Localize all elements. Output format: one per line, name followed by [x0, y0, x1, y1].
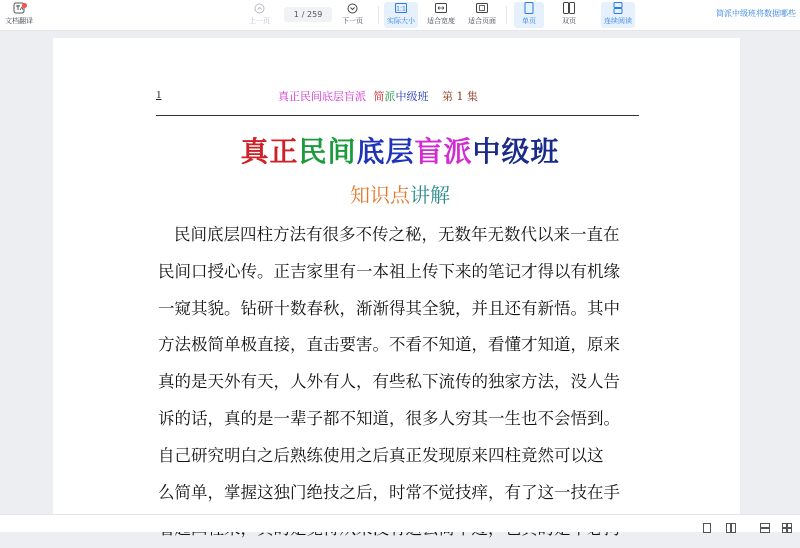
- svg-text:1:1: 1:1: [396, 5, 406, 13]
- fit-page-icon: [476, 2, 488, 14]
- double-page-label: 双页: [562, 17, 576, 25]
- page-total: / 259: [301, 10, 323, 19]
- arrow-up-icon: [254, 2, 266, 14]
- document-title-link[interactable]: 简派中级班将数据哪些: [716, 9, 796, 18]
- body-paragraph: [158, 217, 638, 548]
- continuous-reading-icon: [612, 2, 624, 14]
- translate-label: 文档翻译: [5, 17, 33, 25]
- fit-width-label: 适合宽度: [427, 17, 455, 25]
- title-part-3: 底层: [356, 135, 415, 168]
- prev-page-label: 上一页: [249, 17, 270, 25]
- actual-size-icon: [395, 2, 407, 14]
- single-page-label: 单页: [522, 17, 536, 25]
- divider: [506, 6, 507, 24]
- page-input[interactable]: [284, 7, 332, 22]
- page-title: [0, 130, 800, 170]
- header-text-1: 真正民间底层盲派: [278, 90, 366, 103]
- status-bar: [0, 514, 800, 532]
- header-text-3: 派: [384, 90, 396, 103]
- divider: [378, 6, 379, 24]
- header-episode: 第 1 集: [442, 90, 478, 103]
- text-line: 真的是天外有天，人外有人，有些私下流传的独家方法，没人告: [158, 372, 620, 392]
- single-page-icon[interactable]: [702, 518, 712, 528]
- fit-page-button[interactable]: [468, 2, 496, 26]
- header-text-4: 中级班: [395, 90, 429, 103]
- double-page-icon[interactable]: [726, 518, 736, 528]
- title-part-4: 盲派: [414, 135, 473, 168]
- title-part-2: 民间: [298, 135, 357, 168]
- prev-page-button[interactable]: [249, 2, 270, 26]
- single-page-icon: [523, 2, 535, 14]
- text-line: 方法极简单极直接，直击要害。不看不知道，看懂才知道，原来: [158, 335, 620, 355]
- running-header: [278, 88, 478, 104]
- title-part-1: 真正: [240, 135, 299, 168]
- arrow-down-icon: [347, 2, 359, 14]
- notification-dot: [22, 3, 27, 8]
- double-page-icon: [563, 2, 575, 14]
- text-line: 自己研究明白之后熟练使用之后真正发现原来四柱竟然可以这: [158, 445, 604, 465]
- fit-width-button[interactable]: [427, 2, 455, 26]
- continuous-reading-icon[interactable]: [760, 518, 770, 528]
- double-page-button[interactable]: [562, 2, 576, 26]
- single-page-button[interactable]: [514, 2, 544, 28]
- page-subtitle: [0, 179, 800, 208]
- text-line: 么简单，掌握这独门绝技之后，时常不觉技痒，有了这一技在手: [158, 482, 620, 502]
- actual-size-button[interactable]: [384, 2, 418, 28]
- next-page-button[interactable]: [342, 2, 363, 26]
- fit-page-label: 适合页面: [468, 17, 496, 25]
- title-part-5: 中级班: [472, 135, 560, 168]
- continuous-reading-label: 连续阅读: [604, 17, 632, 25]
- header-text-2: 简: [373, 90, 385, 103]
- subtitle-part-1: 知识点: [350, 183, 410, 207]
- grid-view-icon[interactable]: [782, 518, 792, 528]
- page-number: 1: [156, 89, 162, 101]
- text-line: 诉的话，真的是一辈子都不知道，很多人穷其一生也不会悟到。: [158, 408, 620, 428]
- continuous-reading-button[interactable]: [601, 2, 635, 28]
- subtitle-part-2: 讲解: [410, 183, 450, 207]
- header-rule: [156, 115, 639, 116]
- translate-button[interactable]: [5, 2, 33, 26]
- fit-width-icon: [435, 2, 447, 14]
- toolbar: [0, 0, 800, 31]
- text-line: 民间底层四柱方法有很多不传之秘，无数年无数代以来一直在: [174, 225, 620, 244]
- page-current: 1: [293, 10, 299, 19]
- text-line: 民间口授心传。正吉家里有一本祖上传下来的笔记才得以有机缘: [158, 261, 620, 281]
- actual-size-label: 实际大小: [387, 17, 415, 25]
- next-page-label: 下一页: [342, 17, 363, 25]
- text-line: 一窥其貌。钻研十数春秋，渐渐得其全貌，并且还有新悟。其中: [158, 298, 620, 318]
